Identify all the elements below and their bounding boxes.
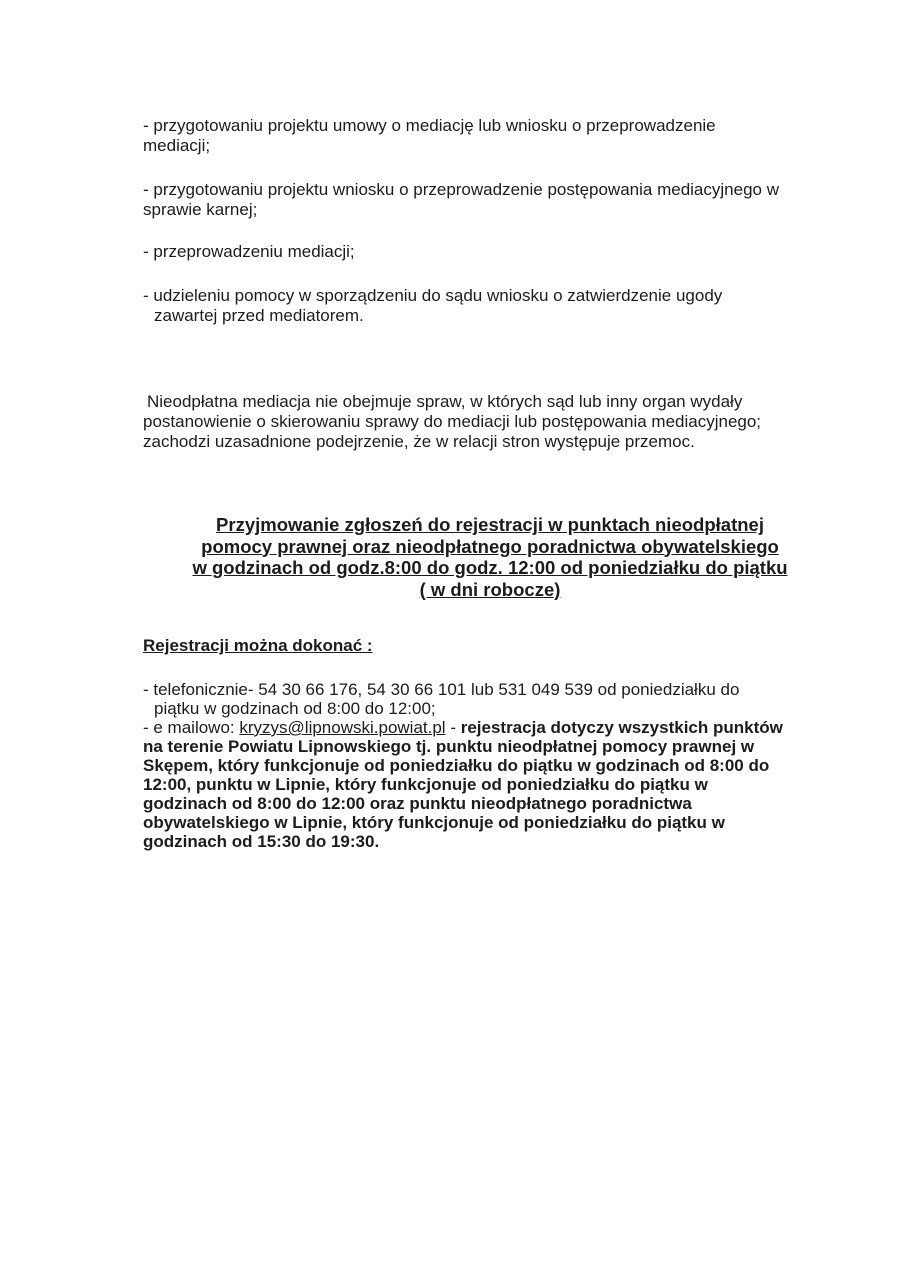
- service-item-contract-draft: [143, 116, 843, 156]
- service-item-settlement-approval: [143, 286, 843, 326]
- registration-title: Rejestracji można dokonać :: [143, 636, 373, 655]
- registration-details: [143, 680, 843, 851]
- service-line: - udzieleniu pomocy w sporządzeniu do sądu wniosku o zatwierdzenie ugody: [143, 286, 723, 305]
- service-line: zawartej przed mediatorem.: [154, 306, 364, 325]
- registration-note: godzinach od 15:30 do 19:30.: [143, 832, 380, 851]
- registration-note: godzinach od 8:00 do 12:00 oraz punktu nieodpłatnego poradnictwa: [143, 794, 692, 813]
- service-line: - przeprowadzeniu mediacji;: [143, 242, 355, 261]
- registration-note: obywatelskiego w Lipnie, który funkcjonuje od poniedziałku do piątku w: [143, 813, 725, 832]
- heading-line: Przyjmowanie zgłoszeń do rejestracji w punktach nieodpłatnej: [216, 514, 764, 535]
- heading-line: ( w dni robocze): [419, 578, 561, 600]
- service-line: mediacji;: [143, 136, 211, 155]
- heading-line: w godzinach od godz.8:00 do godz. 12:00 od poniedziałku do piątku: [192, 557, 788, 578]
- registration-note: rejestracja dotyczy wszystkich punktów: [460, 718, 783, 737]
- exclusion-line: postanowienie o skierowaniu sprawy do mediacji lub postępowania mediacyjnego;: [143, 412, 762, 431]
- phone-line: - telefonicznie- 54 30 66 176, 54 30 66 101 lub 531 049 539 od poniedziałku do: [143, 680, 740, 699]
- service-line: - przygotowaniu projektu umowy o mediację lub wniosku o przeprowadzenie: [143, 116, 716, 135]
- phone-line: piątku w godzinach od 8:00 do 12:00;: [154, 699, 436, 718]
- service-line: - przygotowaniu projektu wniosku o przeprowadzenie postępowania mediacyjnego w: [143, 180, 779, 199]
- service-line: sprawie karnej;: [143, 200, 258, 219]
- heading-line: pomocy prawnej oraz nieodpłatnego poradnictwa obywatelskiego: [201, 535, 779, 557]
- email-link[interactable]: kryzys@lipnowski.powiat.pl: [239, 718, 446, 737]
- exclusion-line: zachodzi uzasadnione podejrzenie, że w relacji stron występuje przemoc.: [143, 432, 695, 451]
- registration-note: 12:00, punktu w Lipnie, który funkcjonuje od poniedziałku do piątku w: [143, 775, 708, 794]
- exclusion-line: Nieodpłatna mediacja nie obejmuje spraw, w których sąd lub inny organ wydały: [147, 392, 743, 411]
- email-separator: -: [445, 718, 461, 737]
- registration-note: na terenie Powiatu Lipnowskiego tj. punktu nieodpłatnej pomocy prawnej w: [143, 737, 755, 756]
- registration-heading: [130, 514, 850, 600]
- service-item-mediation: [143, 242, 843, 262]
- email-prefix: - e mailowo:: [143, 718, 240, 737]
- registration-note: Skępem, który funkcjonuje od poniedziałku do piątku w godzinach od 8:00 do: [143, 756, 770, 775]
- service-item-criminal-motion: [143, 180, 843, 220]
- exclusion-paragraph: [143, 392, 843, 452]
